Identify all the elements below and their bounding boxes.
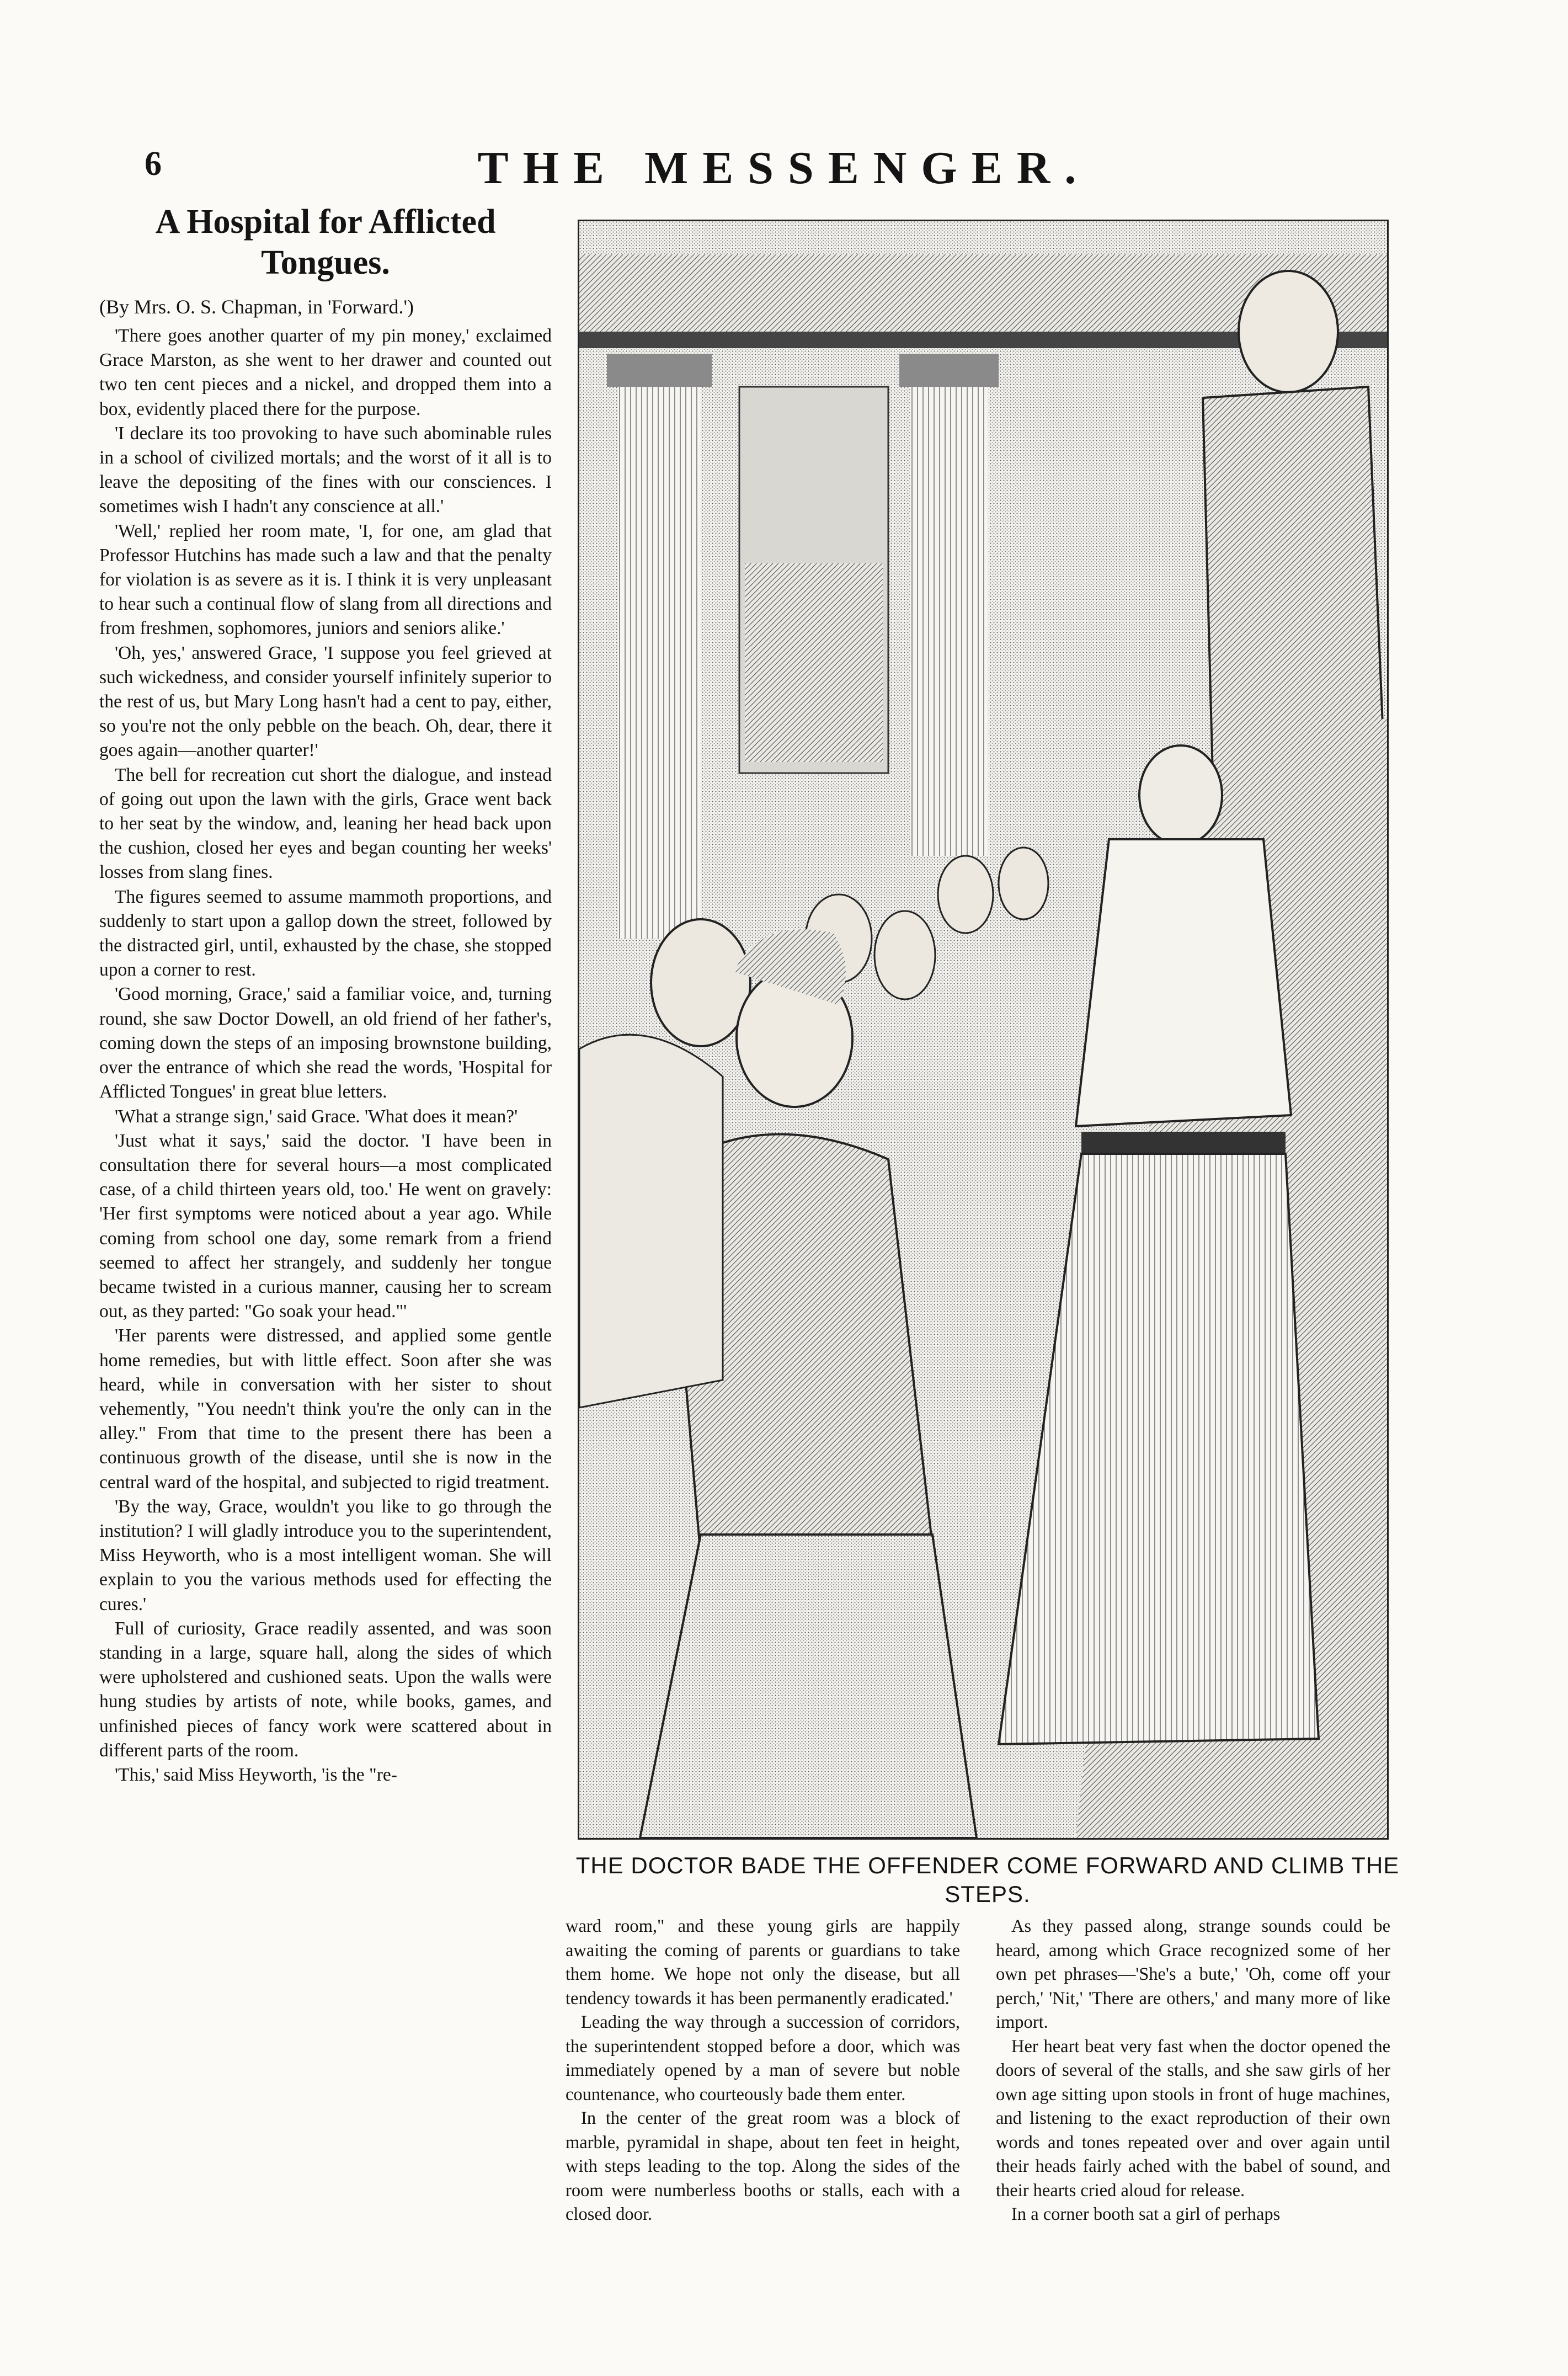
paragraph: 'Oh, yes,' answered Grace, 'I suppose you feel grieved at such wickedness, and consider yourself infinitely superior to the rest of us, but Mary Long hasn't had a cent to pay, either, so you're not the only pebble on the beach. Oh, dear, there it goes again—another quarter!' — [99, 642, 552, 761]
paragraph: 'Good morning, Grace,' said a familiar voice, and, turning round, she saw Doctor Dowell, an old friend of her father's, coming down the steps of an imposing brownstone building, over the entrance of which she read the words, 'Hospital for Afflicted Tongues' in great blue letters. — [99, 984, 552, 1102]
engraving-drawing — [579, 221, 1387, 1838]
paragraph: As they passed along, strange sounds could be heard, among which Grace recognized some of her own pet phrases—'She's a bute,' 'Oh, come off your perch,' 'Nit,' 'There are others,' and many more of like import. — [996, 1916, 1390, 2032]
engraving-illustration — [578, 220, 1389, 1840]
paragraph: 'There goes another quarter of my pin money,' exclaimed Grace Marston, as she went to her drawer and counted out two ten cent pieces and a nickel, and dropped them into a box, evidently placed there for the purpose. — [99, 326, 552, 419]
paragraph: The figures seemed to assume mammoth proportions, and suddenly to start upon a gallop down the street, followed by the distracted girl, until, exhausted by the chase, she stopped upon a corner to rest. — [99, 886, 552, 981]
paragraph: Full of curiosity, Grace readily assented, and was soon standing in a large, square hall, along the sides of which were upholstered and cushioned seats. Upon the walls were hung studies by artists of note, while books, games, and unfinished pieces of fancy work were scattered about in different parts of the room. — [99, 1618, 552, 1761]
paragraph: ward room," and these young girls are happily awaiting the coming of parents or guardians to take them home. We hope not only the disease, but all tendency towards it has been permanently eradicated.' — [566, 1916, 960, 2009]
paragraph: 'Her parents were distressed, and applied some gentle home remedies, but with little effect. Soon after she was heard, while in conversation with her sister to shout vehemently, "You needn't think you're the only can in the alley." From that time to the present there has been a continuous growth of the disease, until she is now in the central ward of the hospital, and subjected to rigid treatment. — [99, 1325, 552, 1493]
paragraph: In a corner booth sat a girl of perhaps — [1011, 2204, 1281, 2224]
illustration-caption: THE DOCTOR BADE THE OFFENDER COME FORWARD AND CLIMB THE STEPS. — [575, 1852, 1400, 1907]
article-middle-column — [566, 1915, 960, 2227]
paragraph: 'Well,' replied her room mate, 'I, for one, am glad that Professor Hutchins has made such a law and that the penalty for violation is as severe as it is. I think it is very unpleasant to hear such a continual flow of slang from all directions and from freshmen, sophomores, juniors and seniors alike.' — [99, 520, 552, 639]
paragraph: 'This,' said Miss Heyworth, 'is the "re- — [115, 1764, 397, 1785]
page-number: 6 — [145, 145, 162, 183]
page-header — [0, 0, 1568, 194]
paragraph: Leading the way through a succession of corridors, the superintendent stopped before a door, which was immediately opened by a man of severe but noble countenance, who courteously bade them enter. — [566, 2012, 960, 2105]
paragraph: 'Just what it says,' said the doctor. 'I have been in consultation there for several hours—a most complicated case, of a child thirteen years old, too.' He went on gravely: 'Her first symptoms were noticed about a year ago. While coming from school one day, some remark from a friend seemed to affect her strangely, and suddenly her tongue became twisted in a curious manner, causing her to scream out, as they parted: "Go soak your head."' — [99, 1130, 552, 1322]
paragraph: The bell for recreation cut short the dialogue, and instead of going out upon the lawn with the girls, Grace went back to her seat by the window, and, leaning her head back upon the cushion, closed her eyes and began counting her weeks' losses from slang fines. — [99, 764, 552, 883]
article-left-column — [99, 201, 552, 1787]
paragraph: In the center of the great room was a block of marble, pyramidal in shape, about ten feet in height, with steps leading to the top. Along the sides of the room were numberless booths or stalls, each with a closed door. — [566, 2108, 960, 2224]
paragraph: 'By the way, Grace, wouldn't you like to go through the institution? I will gladly introduce you to the superintendent, Miss Heyworth, who is a most intelligent woman. She will explain to you the various methods used for effecting the cures.' — [99, 1496, 552, 1615]
masthead-title: THE MESSENGER. — [477, 142, 1091, 194]
paragraph: 'What a strange sign,' said Grace. 'What does it mean?' — [115, 1106, 518, 1127]
paragraph: 'I declare its too provoking to have such abominable rules in a school of civilized mortals; and the worst of it all is to leave the depositing of the fines with our consciences. I sometimes wish I hadn't any conscience at all.' — [99, 423, 552, 517]
article-byline: (By Mrs. O. S. Chapman, in 'Forward.') — [99, 296, 414, 318]
paragraph: Her heart beat very fast when the doctor opened the doors of several of the stalls, and she saw girls of her own age sitting upon stools in front of huge machines, and listening to the exact reproduction of their own words and tones repeated over and over again until their heads fairly ached with the babel of sound, and their hearts cried aloud for release. — [996, 2036, 1390, 2201]
article-title: A Hospital for Afflicted Tongues. — [155, 203, 496, 281]
article-right-column — [996, 1915, 1390, 2227]
